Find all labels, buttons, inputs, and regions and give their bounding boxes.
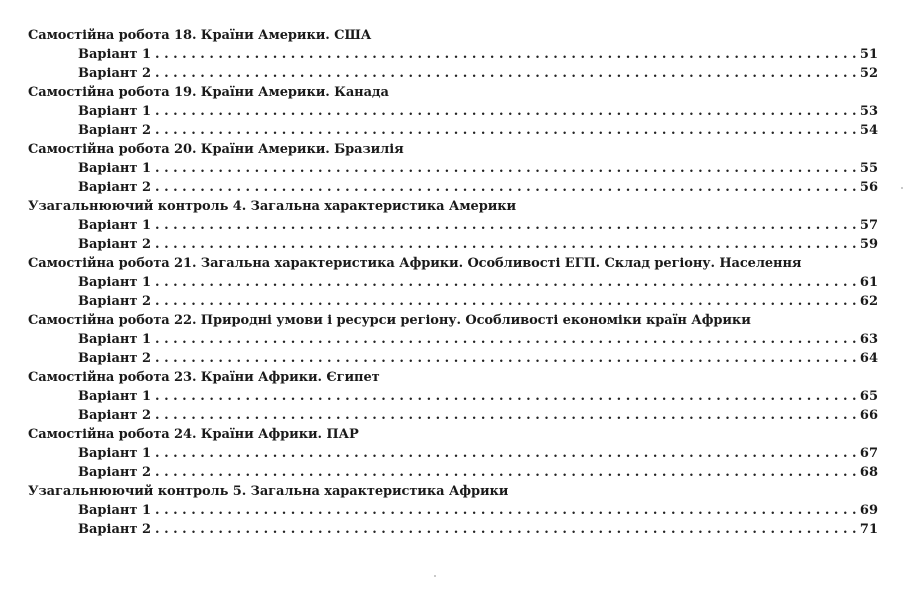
entry-label: Варіант 1 xyxy=(78,218,152,233)
section-title: Самостійна робота 20. Країни Америки. Бразилія xyxy=(28,142,404,157)
toc-section xyxy=(28,140,878,197)
entry-label: Варіант 2 xyxy=(78,66,152,81)
entry-label: Варіант 1 xyxy=(78,389,152,404)
entry-label: Варіант 1 xyxy=(78,446,152,461)
scan-speck xyxy=(434,575,436,577)
dot-leader xyxy=(155,235,858,254)
toc-section xyxy=(28,482,878,539)
page-number: 65 xyxy=(859,389,878,404)
entry-label: Варіант 2 xyxy=(78,522,152,537)
dot-leader xyxy=(155,330,858,349)
dot-leader xyxy=(155,121,858,140)
page-number: 53 xyxy=(859,104,878,119)
page-number: 55 xyxy=(859,161,878,176)
entry-label: Варіант 2 xyxy=(78,180,152,195)
section-title: Узагальнюючий контроль 4. Загальна характеристика Америки xyxy=(28,199,517,214)
toc-entry[interactable] xyxy=(78,330,878,349)
toc-entry[interactable] xyxy=(78,121,878,140)
dot-leader xyxy=(155,520,858,539)
page-number: 59 xyxy=(859,237,878,252)
dot-leader xyxy=(155,159,858,178)
toc-entry[interactable] xyxy=(78,235,878,254)
toc-entry[interactable] xyxy=(78,463,878,482)
page-number: 63 xyxy=(859,332,878,347)
page-number: 64 xyxy=(859,351,878,366)
section-title: Самостійна робота 23. Країни Африки. Єгипет xyxy=(28,370,380,385)
dot-leader xyxy=(155,64,858,83)
dot-leader xyxy=(155,501,858,520)
toc-section xyxy=(28,83,878,140)
toc-section xyxy=(28,26,878,83)
toc-entry[interactable] xyxy=(78,178,878,197)
page-number: 56 xyxy=(859,180,878,195)
entry-label: Варіант 1 xyxy=(78,47,152,62)
entry-label: Варіант 2 xyxy=(78,237,152,252)
page-number: 61 xyxy=(859,275,878,290)
toc-section xyxy=(28,197,878,254)
page-number: 57 xyxy=(859,218,878,233)
toc-section xyxy=(28,311,878,368)
dot-leader xyxy=(155,292,858,311)
toc-section xyxy=(28,254,878,311)
toc-entry[interactable] xyxy=(78,406,878,425)
toc-entry[interactable] xyxy=(78,102,878,121)
dot-leader xyxy=(155,45,858,64)
dot-leader xyxy=(155,273,858,292)
page-number: 68 xyxy=(859,465,878,480)
dot-leader xyxy=(155,444,858,463)
toc-entry[interactable] xyxy=(78,520,878,539)
dot-leader xyxy=(155,463,858,482)
page-number: 67 xyxy=(859,446,878,461)
toc-section xyxy=(28,425,878,482)
dot-leader xyxy=(155,387,858,406)
entry-label: Варіант 1 xyxy=(78,503,152,518)
toc-entry[interactable] xyxy=(78,444,878,463)
entry-label: Варіант 2 xyxy=(78,465,152,480)
dot-leader xyxy=(155,178,858,197)
entry-label: Варіант 1 xyxy=(78,275,152,290)
scan-speck xyxy=(901,187,903,189)
toc-entry[interactable] xyxy=(78,45,878,64)
dot-leader xyxy=(155,406,858,425)
section-title: Самостійна робота 19. Країни Америки. Канада xyxy=(28,85,389,100)
page-number: 54 xyxy=(859,123,878,138)
page-number: 51 xyxy=(859,47,878,62)
toc-entry[interactable] xyxy=(78,216,878,235)
table-of-contents xyxy=(28,26,878,539)
section-title: Самостійна робота 24. Країни Африки. ПАР xyxy=(28,427,359,442)
entry-label: Варіант 1 xyxy=(78,161,152,176)
entry-label: Варіант 2 xyxy=(78,408,152,423)
toc-entry[interactable] xyxy=(78,159,878,178)
page-number: 62 xyxy=(859,294,878,309)
section-title: Узагальнюючий контроль 5. Загальна характеристика Африки xyxy=(28,484,509,499)
toc-entry[interactable] xyxy=(78,349,878,368)
dot-leader xyxy=(155,349,858,368)
toc-section xyxy=(28,368,878,425)
page-number: 52 xyxy=(859,66,878,81)
entry-label: Варіант 2 xyxy=(78,351,152,366)
toc-entry[interactable] xyxy=(78,387,878,406)
toc-entry[interactable] xyxy=(78,273,878,292)
section-title: Самостійна робота 21. Загальна характеристика Африки. Особливості ЕГП. Склад регіону. Населення xyxy=(28,256,802,271)
page-number: 66 xyxy=(859,408,878,423)
entry-label: Варіант 2 xyxy=(78,294,152,309)
page-number: 69 xyxy=(859,503,878,518)
page-number: 71 xyxy=(859,522,878,537)
dot-leader xyxy=(155,216,858,235)
toc-entry[interactable] xyxy=(78,64,878,83)
entry-label: Варіант 1 xyxy=(78,332,152,347)
section-title: Самостійна робота 18. Країни Америки. США xyxy=(28,28,372,43)
toc-entry[interactable] xyxy=(78,501,878,520)
section-title: Самостійна робота 22. Природні умови і ресурси регіону. Особливості економіки країн Африки xyxy=(28,313,751,328)
entry-label: Варіант 1 xyxy=(78,104,152,119)
toc-entry[interactable] xyxy=(78,292,878,311)
entry-label: Варіант 2 xyxy=(78,123,152,138)
dot-leader xyxy=(155,102,858,121)
